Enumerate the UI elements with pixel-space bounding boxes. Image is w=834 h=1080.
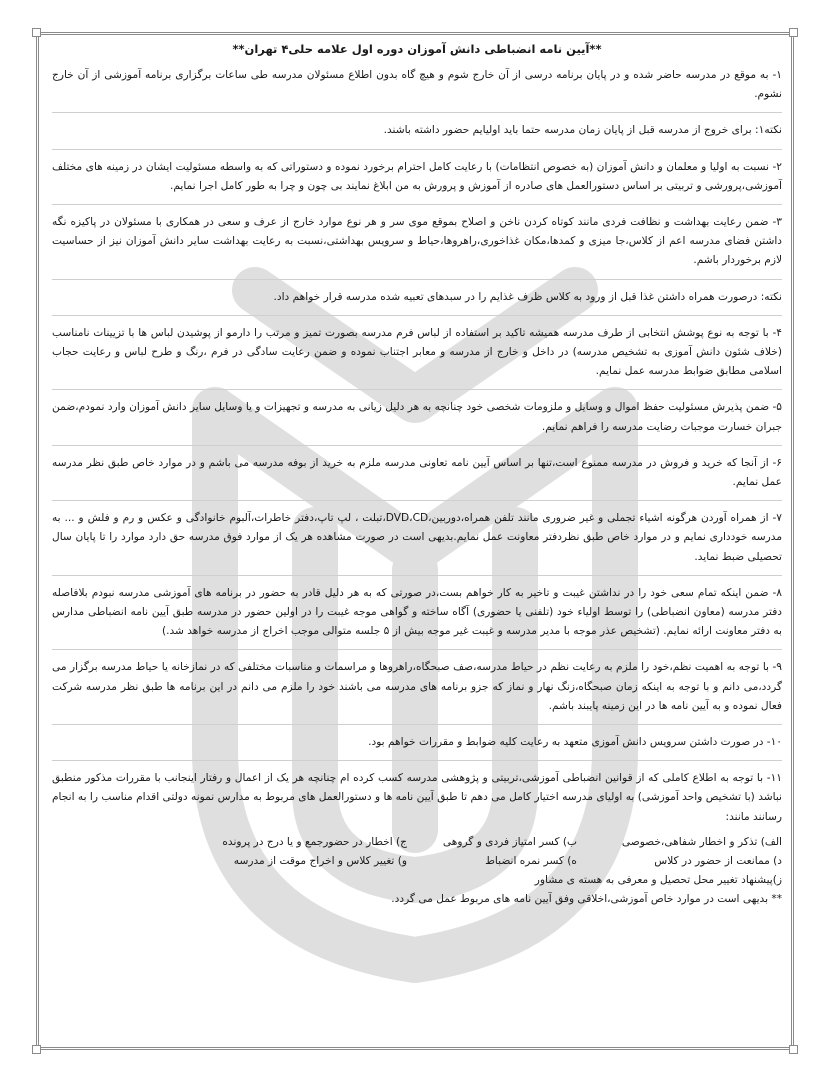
document-title: **آیین نامه انضباطی دانش آموزان دوره اول علامه حلی۴ تهران** [232,42,602,56]
paragraph-8: ۸- ضمن اینکه تمام سعی خود را در نداشتن غیبت و تاخیر به کار خواهم بست،در صورتی که به هر دلیل قادر به حضور در برنامه های آموزشی مدرسه نبودم بلافاصله دفتر مدرسه (معاون انضباطی) را توسط اولیاء خود (تلفنی یا حضوری) آگاه ساخته و گواهی موجه غیبت را در اولین حضور در مدرسه طبق آیین نامه انضباطی مدارس به دفتر معاونت ارائه نمایم. (تشخیص عذر موجه با مدیر مدرسه و غیبت غیر موجه بیش از ۵ جلسه متوالی موجب اخراج از مدرسه خواهد شد.) [52,586,782,638]
divider [52,204,782,205]
divider [52,315,782,316]
penalty-item: الف) تذکر و اخطار شفاهی،خصوصی [621,835,782,848]
paragraph-11: ۱۱- با توجه به اطلاع کاملی که از قوانین انضباطی آموزشی،تربیتی و پژوهشی مدرسه کسب کرده ام چنانچه هر یک از اعمال و رفتار اینجانب با مقررات مذکور منطبق نباشد (با تشخیص واحد آموزشی) به اولیای مدرسه اختیار کامل می دهم تا طبق آیین نامه ها و دستورالعمل های مربوط به مدارس نمونه دولتی اقدام مناسب را به انجام رسانند مانند: [52,772,782,823]
note-1: نکته۱: برای خروج از مدرسه قبل از پایان زمان مدرسه حتما باید اولیایم حضور داشته باشند. [383,124,782,137]
divider [52,149,782,150]
penalty-item: ج) اخطار در حضورجمع و یا درج در پرونده [222,835,407,848]
paragraph-7: ۷- از همراه آوردن هرگونه اشیاء تجملی و غیر ضروری مانند تلفن همراه،دوربین،DVD،CD،تبلت ، لپ تاپ،دفتر خاطرات،آلبوم خانوادگی و عکس و رم و فلش و ... به مدرسه خودداری نمایم و در موارد خاص طبق نظردفتر معاونت عمل نمایم.بدیهی است در صورت مشاهده هر یک از موارد فوق مدرسه حق دارد موارد را تا پایان سال تحصیلی ضبط نماید. [52,512,782,563]
closing-note: ** بدیهی است در موارد خاص آموزشی،اخلاقی وفق آیین نامه های مربوط عمل می گردد. [391,892,782,905]
penalty-row [52,852,782,871]
divider [52,649,782,650]
divider [52,279,782,280]
penalty-list [52,833,782,909]
divider [52,575,782,576]
paragraph-3: ۳- ضمن رعایت بهداشت و نظافت فردی مانند کوتاه کردن ناخن و اصلاح بموقع موی سر و هر نوع موارد خارج از عرف و سعی در همکاری با مسئولان در پاکیزه نگه داشتن فضای مدرسه اعم از کلاس،جا میزی و کمدها،مکان غذاخوری،راهروها،حیاط و سرویس بهداشتی،نسبت به رعایت بهداشت سایر دانش آموزان نیز از حساسیت لازم برخوردار باشم. [52,216,782,267]
border-corner [789,28,798,37]
divider [52,500,782,501]
paragraph-9: ۹- با توجه به اهمیت نظم،خود را ملزم به رعایت نظم در حیاط مدرسه،صف صبحگاه،راهروها و مراسمات و مناسبات مختلفی که در نمازخانه یا حیاط مدرسه برگزار می گردد،می دانم و با توجه به اینکه زمان صبحگاه،زنگ نهار و نماز که جزو برنامه های مدرسه می باشند خود را ملزم می دانم در این برنامه ها طبق نظر مدرسه شرکت فعال نموده و به آیین نامه ها در این زمینه پایبند باشم. [52,661,782,712]
paragraph-1: ۱- به موقع در مدرسه حاضر شده و در پایان برنامه درسی از آن خارج شوم و هیچ گاه بدون اطلاع مسئولان مدرسه طی ساعات برگزاری برنامه آموزشی از آن خارج نشوم. [52,69,782,101]
divider [52,389,782,390]
divider [52,445,782,446]
paragraph-4: ۴- با توجه به نوع پوشش انتخابی از طرف مدرسه همیشه تاکید بر استفاده از لباس فرم مدرسه بصورت تمیز و مرتب را دارمو از پوشیدن لباس ها با تزیینات نامناسب (خلاف شئون دانش آموزی به تشخیص مدرسه) در داخل و خارج از مدرسه و معابر اجتناب نموده و ضمن رعایت سادگی در فرم ،رنگ و طرح لباس و رعایت حجاب اسلامی مطابق ضوابط مدرسه عمل نمایم. [52,326,782,378]
note-2: نکته: درصورت همراه داشتن غذا قبل از ورود به کلاس ظرف غذایم را در سبدهای تعبیه شده مدرسه قرار خواهم داد. [273,290,782,303]
penalty-row [52,833,782,852]
divider [52,760,782,761]
regulation-content [52,40,782,909]
paragraph-10: ۱۰- در صورت داشتن سرویس دانش آموزی متعهد به رعایت کلیه ضوابط و مقررات خواهم بود. [368,736,782,749]
penalty-item: د) ممانعت از حضور در کلاس [654,854,782,867]
penalty-item: و) تغییر کلاس و اخراج موقت از مدرسه [233,854,407,867]
paragraph-2: ۲- نسبت به اولیا و معلمان و دانش آموزان (به خصوص انتظامات) با رعایت کامل احترام برخورد نموده و دستوراتی که به واسطه مسئولیت ایشان در زمینه های مختلف آموزشی،پرورشی و تربیتی بر اساس دستورالعمل های صادره از آموزش و پرورش به من ابلاغ نمایند بی چون و چرا به طور کامل اجرا نمایم. [52,160,782,192]
divider [52,112,782,113]
penalty-item: ه) کسر نمره انضباط [485,854,577,867]
penalty-item: ب) کسر امتیاز فردی و گروهی [442,835,577,848]
paragraph-5: ۵- ضمن پذیرش مسئولیت حفظ اموال و وسایل و ملزومات شخصی خود چنانچه به هر دلیل زیانی به مدرسه و تجهیزات و یا وسایل سایر دانش آموزان وارد نمودم،ضمن جبران خسارت موجبات رضایت مدرسه را فراهم نمایم. [52,401,782,433]
border-corner [789,1045,798,1054]
paragraph-6: ۶- از آنجا که خرید و فروش در مدرسه ممنوع است،تنها بر اساس آیین نامه تعاونی مدرسه ملزم به خرید از بوفه مدرسه می باشم و در موارد خاص طبق نظر مدرسه عمل نمایم. [52,456,782,489]
penalty-row [52,871,782,890]
penalty-item: ز)پیشنهاد تغییر محل تحصیل و معرفی به هسته ی مشاور [534,873,782,886]
border-corner [32,1045,41,1054]
closing-note-row [52,890,782,909]
divider [52,724,782,725]
border-corner [32,28,41,37]
